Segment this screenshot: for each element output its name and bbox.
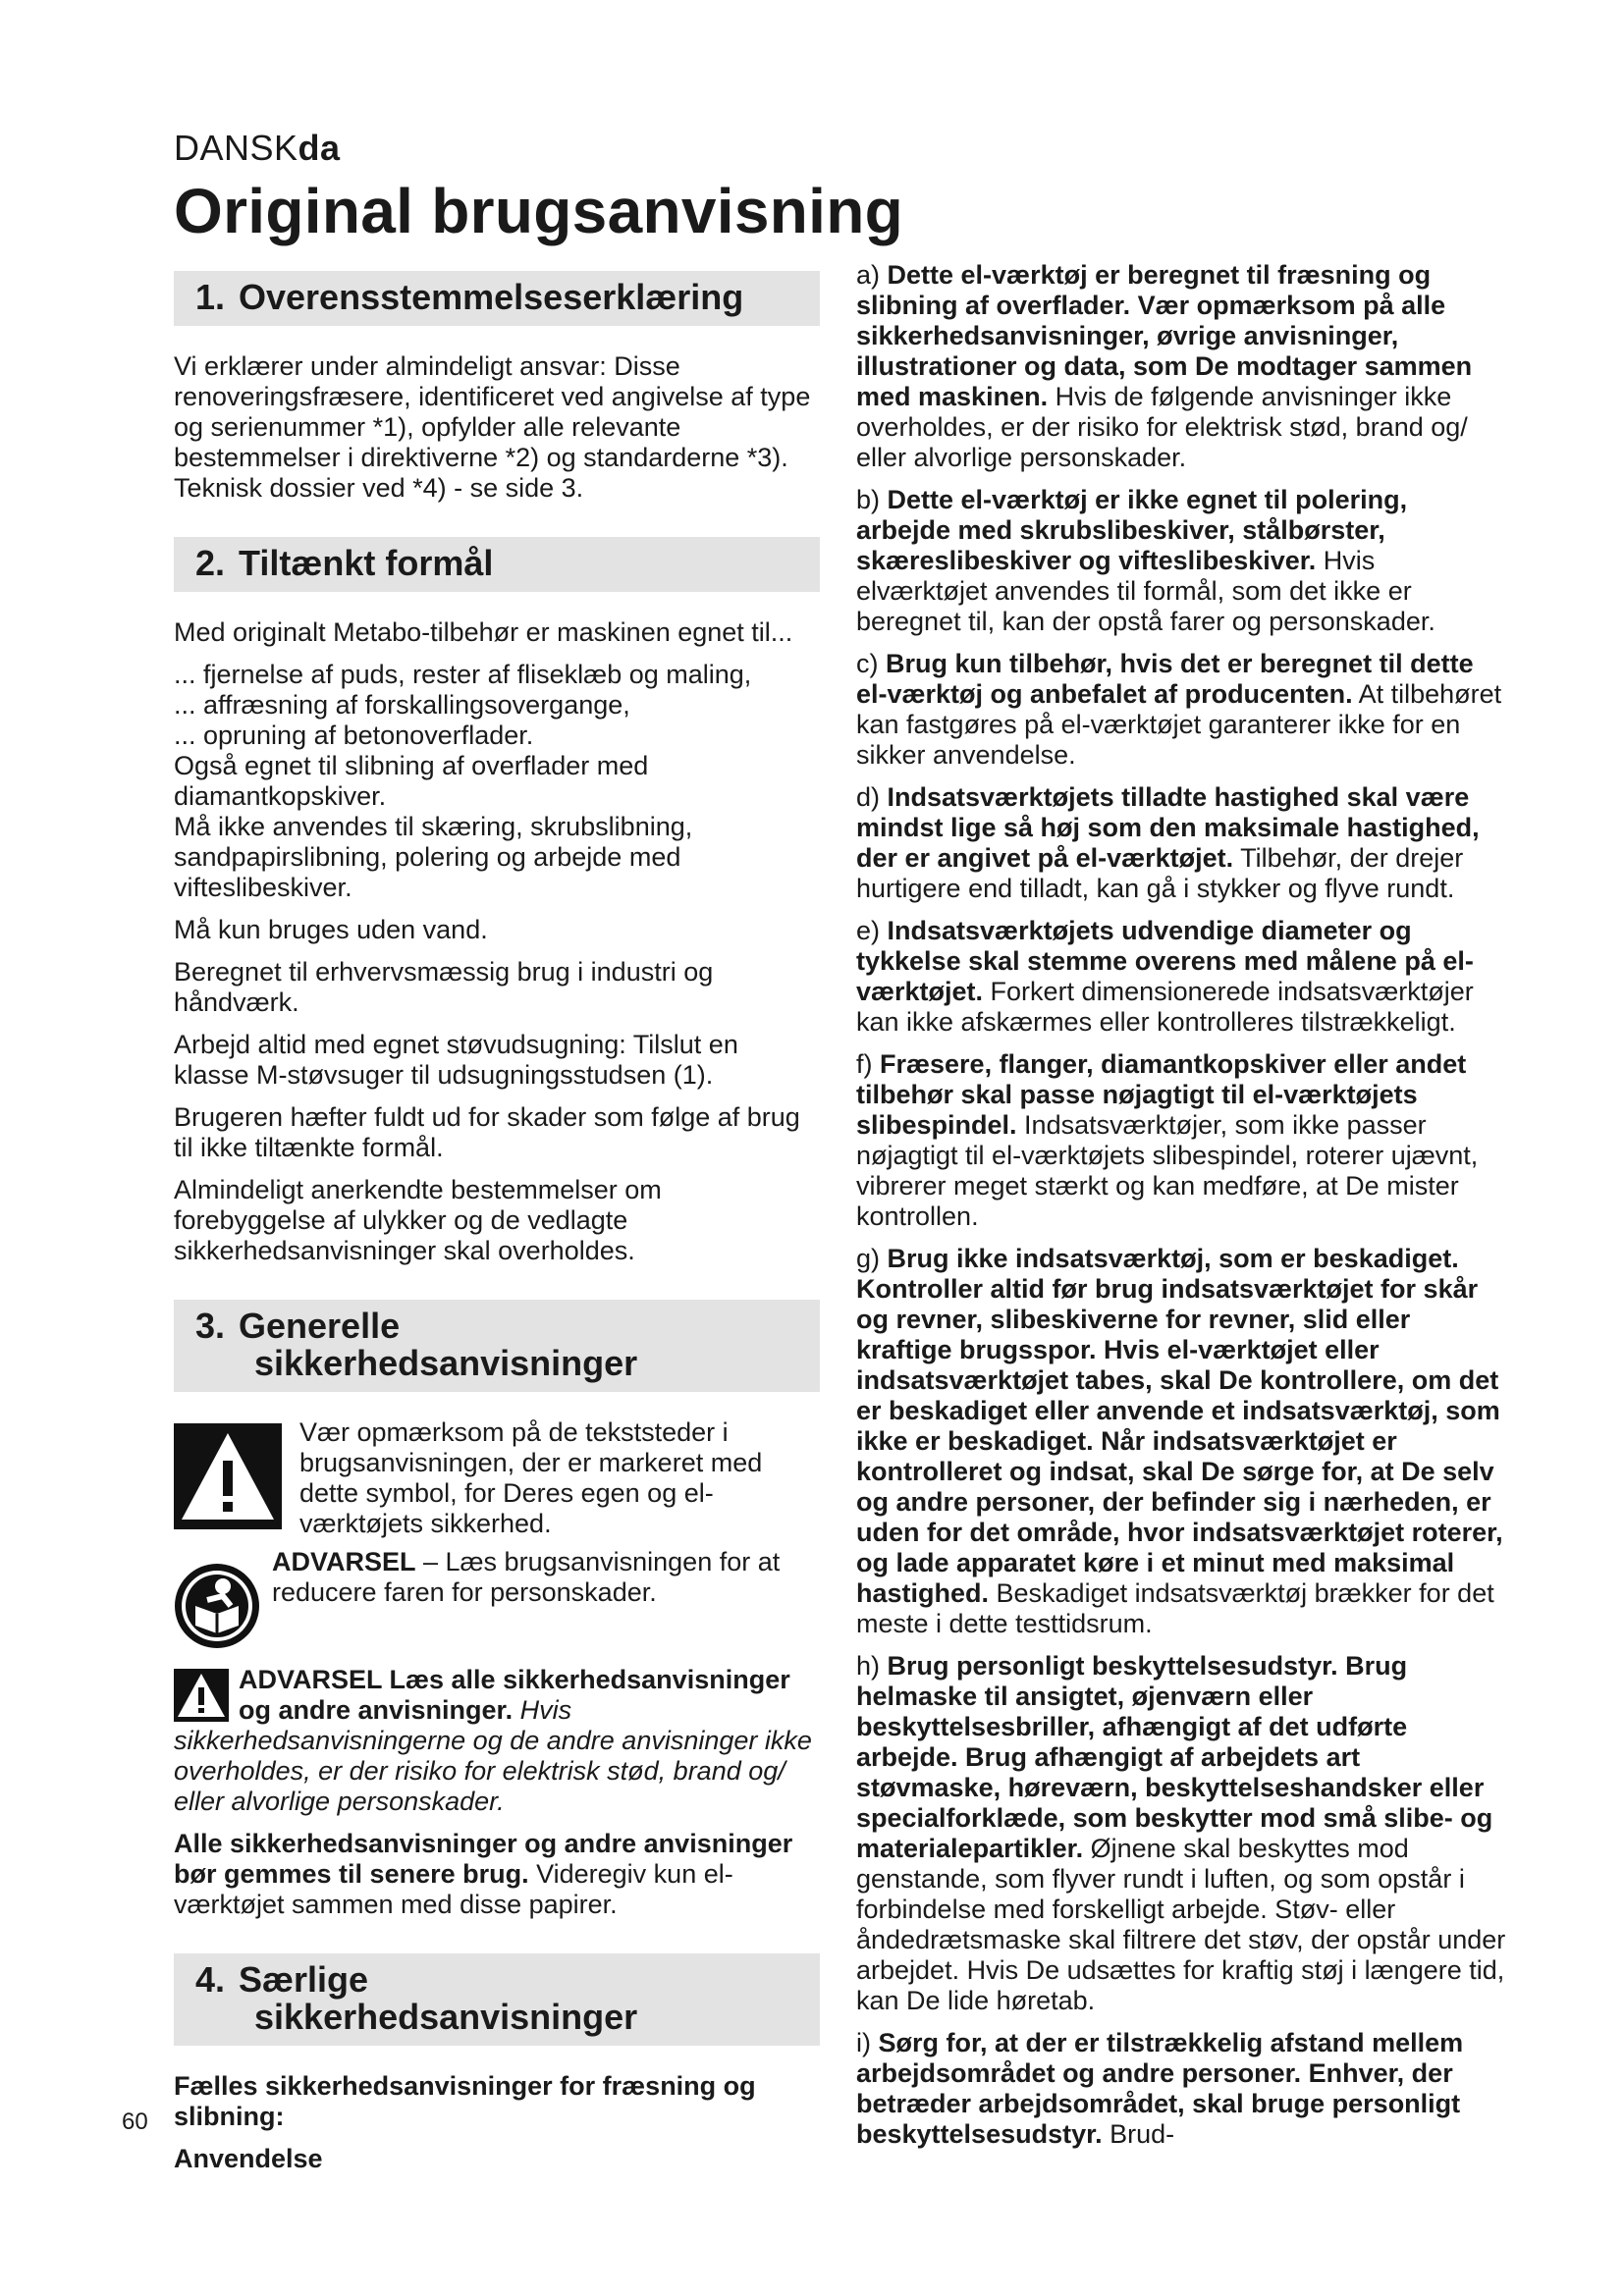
common-safety-subheading: Fælles sikkerhedsanvisninger for fræsning og slibning:: [174, 2071, 756, 2131]
read-all-warning: ADVARSEL Læs alle sikkerhedsanvisninger og andre anvisninger. Hvis sikkerhedsanvisningerne og de andre anvisninger ikke overholdes, er der risiko for elektrisk stød, brand og/ eller alvorlige personskader.: [174, 1665, 812, 1816]
professional-use: Beregnet til erhvervsmæssig brug i industri og håndværk.: [174, 957, 714, 1017]
read-manual-label: ADVARSEL: [272, 1547, 416, 1576]
safety-item-h: h) Brug personligt beskyttelsesudstyr. Brug helmaske til ansigtet, øjenværn eller beskyttelsesbriller, afhængigt af det udførte arbejde. Brug afhængigt af arbejdets art støvmaske, høreværn, beskyttelseshandsker eller specialforklæde, som beskytter mod små slibe- og materialepartikler. Øjnene skal beskyttes mod genstande, som flyver rundt i luften, og som opstår i forbindelse med forskelligt arbejde. Støv- eller åndedrætsmaske skal filtrere det støv, der opstår under arbejdet. Hvis De udsættes for kraftig støj i længere tid, kan De lide høretab.: [856, 1651, 1506, 2015]
safety-item-b: b) Dette el-værktøj er ikke egnet til polering, arbejde med skrubslibeskiver, stålbørster, skæreslibeskiver og vifteslibeskiver. Hvis elværktøjet anvendes til formål, som det ikke er beregnet til, kan der opstå farer og personskader.: [856, 485, 1435, 636]
use-list-item: ... fjernelse af puds, rester af fliseklæb og maling,: [174, 660, 752, 689]
safety-item-d: d) Indsatsværktøjets tilladte hastighed skal være mindst lige så høj som den maksimale hastighed, der er angivet på el-værktøjet. Tilbehør, der drejer hurtigere end tilladt, kan gå i stykker og flyve rundt.: [856, 782, 1480, 903]
language-label: DANSKda: [174, 128, 341, 168]
page-number: 60: [122, 2109, 148, 2135]
section-heading-1: 1. Overensstemmelseserklæring: [174, 271, 820, 326]
intended-use-intro: Med originalt Metabo-tilbehør er maskinen egnet til...: [174, 617, 793, 647]
use-list-item: Også egnet til slibning af overflader med diamantkopskiver.: [174, 751, 649, 811]
liability-note: Brugeren hæfter fuldt ud for skader som følge af brug til ikke tiltænkte formål.: [174, 1102, 800, 1162]
safety-item-i: i) Sørg for, at der er tilstrækkelig afstand mellem arbejdsområdet og andre personer. Enhver, der betræder arbejdsområdet, skal bruge personligt beskyttelsesudstyr. Brud-: [856, 2028, 1464, 2149]
read-manual-block: [174, 1547, 820, 1649]
dust-extraction: Arbejd altid med egnet støvudsugning: Tilslut en klasse M-støvsuger til udsugningsstudsen (1).: [174, 1030, 738, 1090]
section-heading-4: 4. Særlige sikkerhedsanvisninger: [174, 1953, 820, 2046]
safety-item-f: f) Fræsere, flanger, diamantkopskiver eller andet tilbehør skal passe nøjagtigt til el-værktøjets slibespindel. Indsatsværktøjer, som ikke passer nøjagtigt til el-værktøjets slibespindel, roterer ujævnt, vibrerer meget stærkt og kan medføre, at De mister kontrollen.: [856, 1049, 1479, 1231]
document-title: Original brugsanvisning: [174, 176, 903, 246]
warning-symbol-text: Vær opmærksom på de tekststeder i brugsanvisningen, der er markeret med dette symbol, for Deres egen og el-værktøjets sikkerhed.: [299, 1417, 763, 1538]
left-column: [174, 271, 820, 2186]
regulations-note: Almindeligt anerkendte bestemmelser om forebyggelse af ulykker og de vedlagte sikkerhedsanvisninger skal overholdes.: [174, 1175, 662, 1265]
safety-item-a: a) Dette el-værktøj er beregnet til fræsning og slibning af overflader. Vær opmærksom på alle sikkerhedsanvisninger, øvrige anvisninger, illustrationer og data, som De modtager sammen med maskinen. Hvis de følgende anvisninger ikke overholdes, er der risiko for elektrisk stød, brand og/ eller alvorlige personskader.: [856, 260, 1473, 472]
right-column: [856, 260, 1506, 2162]
use-list-item: ... affræsning af forskallingsovergange,: [174, 690, 630, 720]
read-manual-text: – Læs brugsanvisningen for at reducere faren for personskader.: [272, 1547, 781, 1607]
section-heading-3: 3. Generelle sikkerhedsanvisninger: [174, 1300, 820, 1392]
use-list-item: ... opruning af betonoverflader.: [174, 721, 534, 750]
water-note: Må kun bruges uden vand.: [174, 915, 488, 944]
declaration-text: Vi erklærer under almindeligt ansvar: Disse renoveringsfræsere, identificeret ved angivelse af type og serienummer *1), opfylder alle relevante bestemmelser i direktiverne *2) og standarderne *3). Teknisk dossier ved *4) - se side 3.: [174, 351, 811, 503]
language-code: da: [298, 128, 341, 168]
prohibited-use: Må ikke anvendes til skæring, skrubslibning, sandpapirslibning, polering og arbejde med vifteslibeskiver.: [174, 812, 693, 902]
warning-triangle-icon: [174, 1423, 282, 1529]
warning-symbol-block: [174, 1417, 820, 1539]
safety-item-c: c) Brug kun tilbehør, hvis det er beregnet til dette el-værktøj og anbefalet af producenten. At tilbehøret kan fastgøres på el-værktøjet garanterer ikke for en sikker anvendelse.: [856, 649, 1502, 770]
read-manual-icon: [174, 1563, 260, 1649]
application-subheading: Anvendelse: [174, 2144, 323, 2173]
keep-instructions: Alle sikkerhedsanvisninger og andre anvisninger bør gemmes til senere brug. Videregiv kun el-værktøjet sammen med disse papirer.: [174, 1829, 793, 1919]
safety-item-g: g) Brug ikke indsatsværktøj, som er beskadiget. Kontroller altid før brug indsatsværktøjet for skår og revner, slibeskiverne for revner, slid eller kraftige brugsspor. Hvis el-værktøjet eller indsatsværktøjet tabes, skal De kontrollere, om det er beskadiget eller anvende et indsatsværktøj, som ikke er beskadiget. Når indsatsværktøjet er kontrolleret og indsat, skal De sørge for, at De selv og andre personer, der befinder sig i nærheden, er uden for det område, hvor indsatsværktøjet roterer, og lade apparatet køre i et minut med maksimal hastighed. Beskadiget indsatsværktøj brækker for det meste i dette testtidsrum.: [856, 1244, 1503, 1638]
safety-item-e: e) Indsatsværktøjets udvendige diameter og tykkelse skal stemme overens med målene på el-værktøjet. Forkert dimensionerede indsatsværktøjer kan ikke afskærmes eller kontrolleres tilstrækkeligt.: [856, 916, 1474, 1037]
section-heading-2: 2. Tiltænkt formål: [174, 537, 820, 592]
warning-triangle-small-icon: [174, 1669, 229, 1722]
